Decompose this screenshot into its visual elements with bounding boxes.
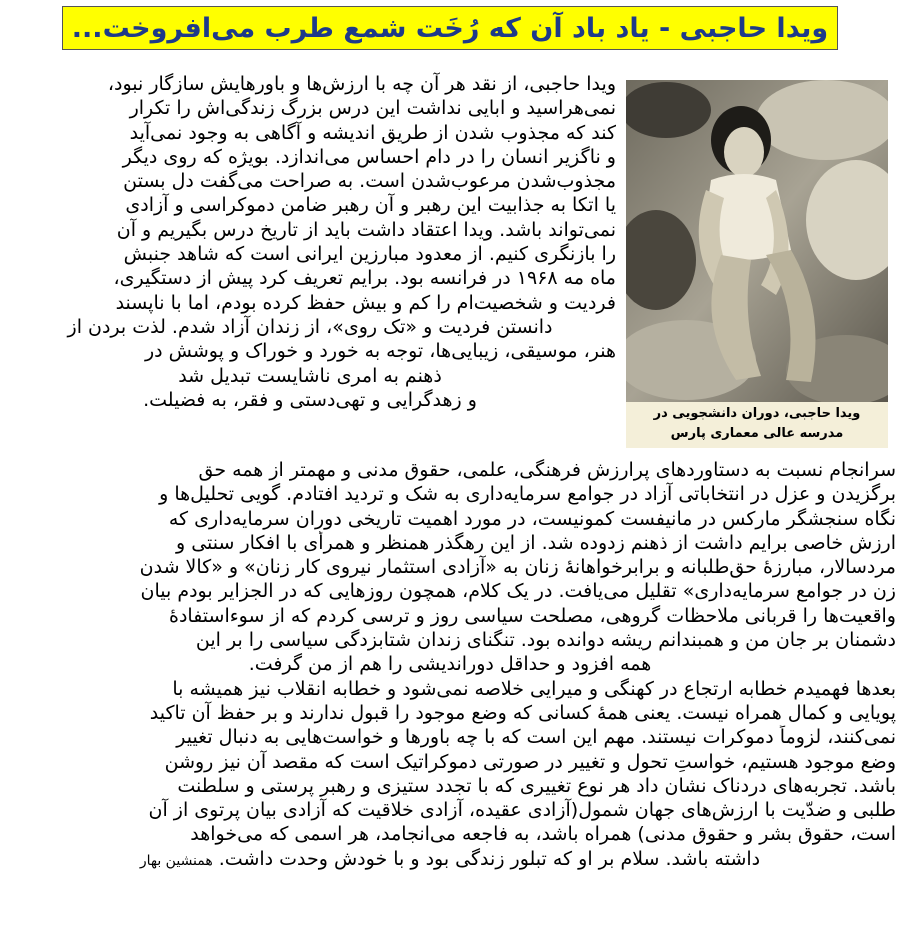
text-line: برگزیدن و عزل در انتخاباتی آزاد در جوامع سرمایه‌داری به شک و تردید افتادم. گویی تحلیل‌ها و — [159, 483, 896, 506]
photo-caption-line: ویدا حاجبی، دوران دانشجویی در — [653, 406, 861, 421]
text-line: ماه مه ۱۹۶۸ در فرانسه بود. برایم تعریف کرد پیش از دستگیری، — [113, 267, 616, 290]
text-line: و زهدگرایی و تهی‌دستی و فقر، به فضیلت. — [143, 388, 477, 411]
text-line: نمی‌هراسید و ابایی نداشت این درس بزرگ زندگی‌اش را تکرار — [129, 97, 616, 120]
text-line: فردیت و شخصیت‌ام را کم و بیش حفظ کرده بودم، اما با ناپسند — [115, 291, 616, 314]
text-line: را بازنگری کنیم. از معدود مبارزین ایرانی است که شاهد جنبش — [123, 243, 616, 266]
text-line: دشمنان بر جان من و همبندانم ریشه دوانده بود. تنگنای زندان شتابزدگی سیاسی را بر این — [195, 629, 896, 652]
photo-frame — [626, 80, 888, 448]
text-line: دانستن فردیت و «تک روی»، از زندان آزاد شدم. لذت بردن از — [67, 315, 553, 338]
closing-sentence: داشته باشد. سلام بر او که تبلور زندگی بود و با خودش وحدت داشت. — [218, 847, 761, 870]
title-banner — [62, 6, 838, 50]
text-line — [4, 847, 896, 871]
text-line: هنر، موسیقی، زیبایی‌ها، توجه به خورد و خوراک و پوشش در — [144, 340, 616, 363]
body-text — [4, 458, 896, 871]
text-line: مردسالار، مبارزهٔ حق‌طلبانه و برابرخواهانهٔ زنان به «آزادی استثمار نیروی کار زنان» و «کالا شدن — [139, 556, 896, 579]
text-line: ذهنم به امری ناشایست تبدیل شد — [178, 364, 442, 387]
text-line: نمی‌تواند باشد. ویدا اعتقاد داشت باید از تاریخ درس بگیریم و آن — [116, 218, 616, 241]
text-line: کند که مجذوب شدن از طریق اندیشه و آگاهی به وجود نمی‌آید — [129, 121, 616, 144]
text-line: زن در جوامع سرمایه‌داری» تقلیل می‌یافت. در یک کلام، همچون روزهایی که در الجزایر بودم بیان — [140, 580, 896, 603]
text-line: است، حقوق بشر و حقوق مدنی) همراه باشد، به فاجعه می‌انجامد، هر اسمی که می‌خواهد — [190, 823, 896, 846]
text-line: وضع موجود هستیم، خواستِ تحول و تغییر در صورتی دموکراتیک است که مقصد آن نیز روشن — [164, 750, 896, 773]
text-line: نمی‌کنند، لزوماً دموکرات نیستند. مهم این است که با چه باورها و خواست‌هایی به دنبال تغییر — [176, 726, 896, 749]
photo-caption-line: مدرسه عالی معماری پارس — [670, 426, 844, 441]
text-line: ویدا حاجبی، از نقد هر آن چه با ارزش‌ها و باورهایش سازگار نبود، — [107, 73, 616, 95]
text-line: بعدها فهمیدم خطابه ارتجاع در کهنگی و میرایی خلاصه نمی‌شود و خطابه انقلاب نیز همیشه با — [172, 677, 896, 700]
text-line: سرانجام نسبت به دستاوردهای پرارزش فرهنگی، علمی، حقوق مدنی و مهمتر از همه حق — [198, 459, 896, 481]
text-line: و ناگزیر انسان را در دام احساس می‌اندازد. بویژه که روی دیگر — [122, 145, 616, 168]
portrait-photo — [626, 80, 888, 402]
text-line: یا اتکا به جذابیت این رهبر و آن رهبر ضامن دموکراسی و آزادی — [125, 194, 616, 217]
page-title: ویدا حاجبی - یاد باد آن که رُخَت شمع طرب می‌افروخت... — [71, 12, 829, 44]
text-line: باشد. تجربه‌های دردناک نشان داد هر نوع تغییری که با تجدد ستیزی و رهبر پرستی و سلطنت — [177, 774, 896, 797]
text-line: پویایی و کمال همراه نیست. یعنی همهٔ کسانی که وضع موجود را قبول ندارند و بر حفظ آن تاکید — [149, 701, 896, 724]
intro-paragraph — [4, 72, 616, 412]
photo-caption — [626, 404, 888, 448]
text-line: نگاه سنجشگر مارکس در مانیفست کمونیست، در مورد اهمیت تاریخی دوران سرمایه‌داری که — [168, 507, 896, 530]
author-signature: همنشین بهار — [139, 852, 213, 869]
text-line: ارزش خاصی برایم داشت از ذهنم زدوده شد. از این رهگذر همنظر و همرأی با افکار سنتی و — [175, 531, 896, 554]
text-line: همه افزود و حداقل دوراندیشی را هم از من گرفت. — [248, 653, 652, 676]
text-line: مجذوب‌شدن مرعوب‌شدن است. به صراحت می‌گفت دل بستن — [123, 170, 616, 193]
text-line: واقعیت‌ها را قربانی ملاحظات گروهی، مصلحت سیاسی روز و ترسی کردم که از سوءاستفادهٔ — [168, 604, 896, 627]
text-line: طلبی و ضدّیت با ارزش‌های جهان شمول(آزادی عقیده، آزادی خلاقیت که آزادی بیان پرتوی از آن — [148, 799, 896, 822]
